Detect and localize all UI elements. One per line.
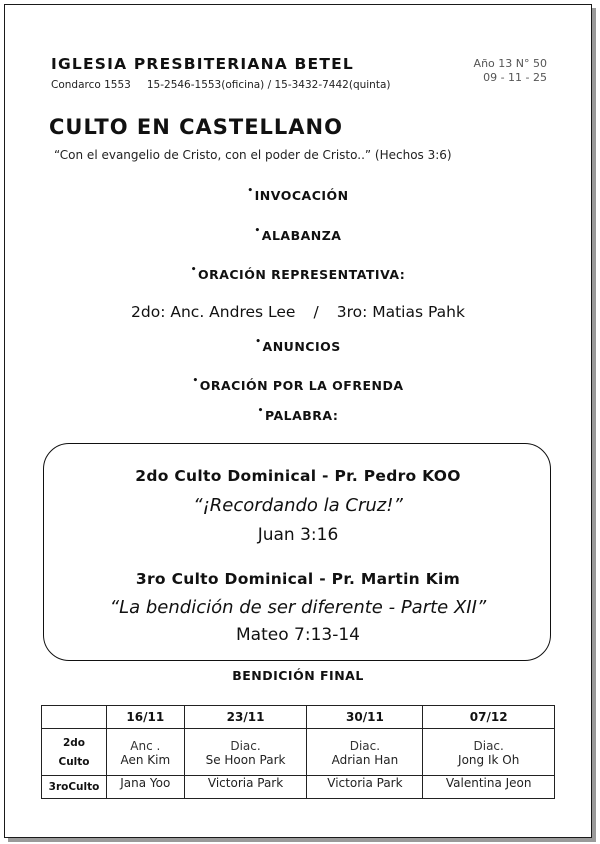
role-cell: Anc .	[107, 729, 185, 754]
role-cell: Diac.	[184, 729, 307, 754]
row-label-2do: 2do Culto	[42, 729, 107, 776]
separator: /	[313, 303, 319, 321]
table-row	[42, 753, 555, 776]
contact-line	[51, 79, 406, 91]
church-name: IGLESIA PRESBITERIANA BETEL	[51, 55, 354, 73]
edition-number: Año 13 N° 50	[473, 57, 547, 70]
date-cell: 30/11	[307, 706, 423, 729]
role-cell: Diac.	[307, 729, 423, 754]
bulletin-page	[4, 4, 592, 838]
prayer-2do: 2do: Anc. Andres Lee	[131, 303, 296, 321]
sermon-reference: Mateo 7:13-14	[236, 625, 360, 645]
sermon-title: “La bendición de ser diferente - Parte XII”	[109, 597, 487, 618]
name-cell: Se Hoon Park	[184, 753, 307, 776]
row-label-3ro: 3roCulto	[42, 776, 107, 799]
address: Condarco 1553	[51, 79, 131, 91]
order-palabra: •PALABRA:	[257, 406, 339, 423]
table-row	[42, 776, 555, 799]
date-cell: 23/11	[184, 706, 307, 729]
sermon-heading: 2do Culto Dominical - Pr. Pedro KOO	[135, 467, 461, 485]
table-row	[42, 706, 555, 729]
order-bendicion: BENDICIÓN FINAL	[232, 668, 364, 683]
sermon-heading: 3ro Culto Dominical - Pr. Martin Kim	[135, 570, 461, 588]
sermon-reference: Juan 3:16	[257, 525, 339, 545]
service-schedule-table	[41, 705, 555, 799]
sermon-title: “¡Recordando la Cruz!”	[193, 495, 403, 516]
date-cell: 07/12	[423, 706, 555, 729]
edition-info	[474, 57, 547, 85]
name-cell: Victoria Park	[307, 776, 423, 799]
order-invocacion: •INVOCACIÓN	[247, 186, 349, 203]
name-cell: Victoria Park	[184, 776, 307, 799]
date-cell: 16/11	[107, 706, 185, 729]
phones: 15-2546-1553(oficina) / 15-3432-7442(quinta)	[146, 79, 391, 91]
name-cell: Aen Kim	[107, 753, 185, 776]
table-row	[42, 729, 555, 754]
prayer-3ro: 3ro: Matias Pahk	[336, 303, 465, 321]
name-cell: Jong Ik Oh	[423, 753, 555, 776]
role-cell: Diac.	[423, 729, 555, 754]
order-alabanza: •ALABANZA	[254, 226, 342, 243]
name-cell: Jana Yoo	[107, 776, 185, 799]
order-anuncios: •ANUNCIOS	[255, 337, 341, 354]
prayer-leaders	[5, 303, 591, 321]
page-title: CULTO EN CASTELLANO	[49, 115, 343, 139]
edition-date: 09 - 11 - 25	[483, 71, 547, 84]
order-oracion: •ORACIÓN REPRESENTATIVA:	[190, 265, 406, 282]
order-ofrenda: •ORACIÓN POR LA OFRENDA	[192, 376, 404, 393]
name-cell: Adrian Han	[307, 753, 423, 776]
verse: “Con el evangelio de Cristo, con el poder de Cristo..” (Hechos 3:6)	[54, 148, 452, 162]
table-cell	[42, 706, 107, 729]
name-cell: Valentina Jeon	[423, 776, 555, 799]
